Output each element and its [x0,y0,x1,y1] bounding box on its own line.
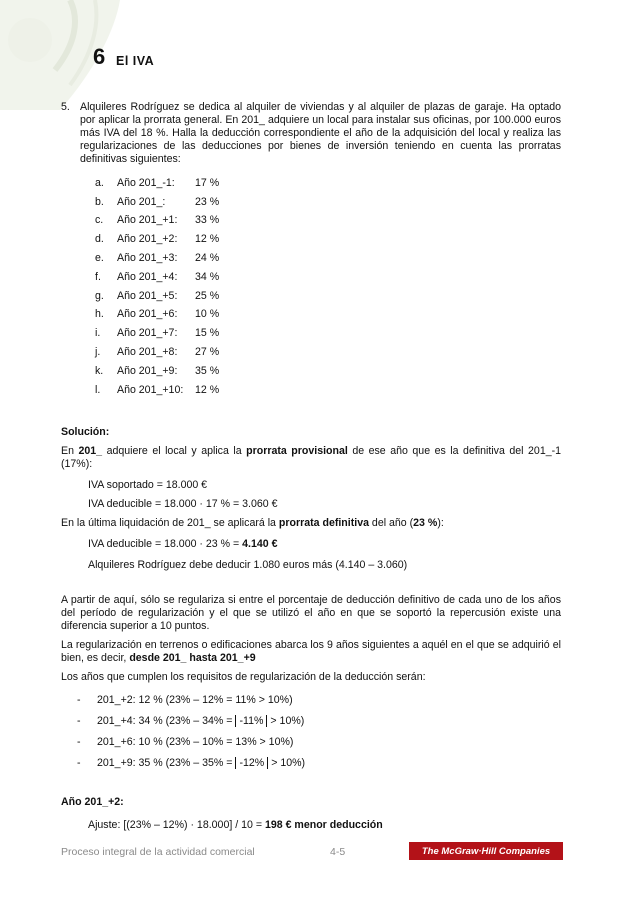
iva-deducible-line-1: IVA deducible = 18.000 · 17 % = 3.060 € [88,497,278,510]
item-abs-value: -11% [239,714,264,727]
text-run: En la última liquidación de 201_ se aplicará la [61,516,279,529]
item-percentage: 12 % [195,383,220,396]
text-run: La regularización en terrenos o edificaciones abarca los 9 años siguientes a aquél en el que se adquirió el bien, es decir, [61,638,561,664]
item-letter: e. [95,252,104,265]
list-item [95,287,561,306]
item-year: Año 201_+10: [117,383,184,396]
iva-deducible-line-2 [61,538,561,551]
item-letter: g. [95,289,104,302]
period-paragraph [61,639,561,665]
abs-bar [267,757,268,769]
list-item [95,306,561,325]
ultima-liquidacion-line [61,517,561,530]
list-item [95,362,561,381]
item-year: Año 201_+8: [117,346,178,359]
text-run: IVA deducible = 18.000 · 23 % = [88,537,243,550]
years-paragraph: Los años que cumplen los requisitos de regularización de la deducción serán: [61,670,426,683]
abs-bar [235,715,236,727]
abs-bar [266,715,267,727]
dash-bullet: - [77,735,81,748]
list-item [95,249,561,268]
item-letter: f. [95,270,101,283]
item-year: Año 201_+2: [117,233,178,246]
item-percentage: 34 % [195,270,220,283]
dash-bullet: - [77,756,81,769]
item-abs-value: -12% [239,756,265,769]
item-percentage: 33 % [195,214,220,227]
year-list [95,174,561,400]
item-percentage: 12 % [195,233,220,246]
item-year: Año 201_+4: [117,270,178,283]
list-item [95,212,561,231]
list-item [77,711,561,732]
item-percentage: 15 % [195,327,220,340]
item-year: Año 201_+9: [117,364,178,377]
item-letter: j. [95,346,101,359]
dash-bullet: - [77,693,81,706]
text-run: adquiere el local y aplica la [102,444,247,457]
regularization-paragraph: A partir de aquí, sólo se regulariza si entre el porcentaje de deducción definitivo de cada uno de los años del período de regularización y el que se utilizó el año en que se soportó la repercusión existe una diferencia superior a 10 puntos. [61,593,561,632]
item-year: Año 201_-1: [117,176,175,189]
exercise-number: 5. [61,101,70,113]
text-run-bold: 4.140 € [242,537,278,550]
item-year: Año 201_: [117,195,166,208]
page-number: 4-5 [330,846,346,858]
publisher-logo: The McGraw·Hill Companies [409,842,563,860]
item-letter: i. [95,327,101,340]
list-item [77,732,561,753]
debe-deducir-line: Alquileres Rodríguez debe deducir 1.080 euros más (4.140 – 3.060) [88,558,408,571]
item-letter: l. [95,383,101,396]
text-run-bold: desde 201_ hasta 201_+9 [129,651,256,664]
text-run: de ese año que es la definitiva del 201_-1 (17%): [61,444,562,470]
item-percentage: 35 % [195,364,220,377]
exercise-statement: Alquileres Rodríguez se dedica al alquiler de viviendas y al alquiler de plazas de garaje. Ha optado por aplicar la prorrata general. En 201_ adquiere un local para instalar sus oficinas, por 100.000 euros más IVA del 18 %. Halla la deducción correspondiente el año de la adquisición del local y realiza las regularizaciones de las deducciones por bienes de inversión teniendo en cuenta las prorratas definitivas siguientes: [80,101,561,165]
item-percentage: 17 % [195,176,220,189]
text-run-bold: prorrata provisional [246,444,348,457]
solution-title: Solución: [61,425,110,438]
solution-intro [61,445,561,471]
item-letter: d. [95,233,104,246]
dash-bullet: - [77,714,81,727]
list-item [95,381,561,400]
chapter-number: 6 [93,44,106,69]
list-item [95,324,561,343]
item-text: 201_+9: 35 % (23% – 35% = [97,756,233,769]
item-percentage: 23 % [195,195,220,208]
text-run-bold: 198 € menor deducción [264,818,383,831]
item-year: Año 201_+3: [117,252,178,265]
item-year: Año 201_+6: [117,308,178,321]
list-item [95,343,561,362]
item-year: Año 201_+7: [117,327,178,340]
footer-title: Proceso integral de la actividad comercial [61,846,255,858]
list-item [95,193,561,212]
item-letter: h. [95,308,104,321]
text-run: del año ( [368,516,414,529]
text-run-bold: Año 201_+2: [61,795,124,808]
item-percentage: 24 % [195,252,220,265]
list-item [95,230,561,249]
chapter-title: El IVA [116,54,155,68]
list-item [77,753,561,774]
text-run: En [61,444,79,457]
item-text: > 10%) [270,714,305,727]
list-item [95,174,561,193]
item-year: Año 201_+5: [117,289,178,302]
ajuste-line [61,819,561,832]
item-letter: b. [95,195,104,208]
item-year: Año 201_+1: [117,214,178,227]
item-text: > 10%) [271,756,306,769]
abs-bar [235,757,236,769]
iva-soportado-line: IVA soportado = 18.000 € [88,478,208,491]
item-text: 201_+6: 10 % (23% – 10% = 13% > 10%) [97,735,294,748]
list-item [95,268,561,287]
year2-title [61,796,561,809]
page-content [61,101,561,832]
text-run-bold: prorrata definitiva [278,516,369,529]
regularization-years-list [77,690,561,774]
list-item [77,690,561,711]
exercise [61,101,561,166]
text-run-bold: 23 % [413,516,438,529]
item-percentage: 10 % [195,308,220,321]
item-letter: k. [95,364,104,377]
text-run-bold: 201_ [78,444,103,457]
item-percentage: 25 % [195,289,220,302]
text-run: ): [437,516,444,529]
item-letter: a. [95,176,104,189]
text-run: Ajuste: [(23% – 12%) · 18.000] / 10 = [88,818,265,831]
item-percentage: 27 % [195,346,220,359]
item-text: 201_+4: 34 % (23% – 34% = [97,714,233,727]
item-text: 201_+2: 12 % (23% – 12% = 11% > 10%) [97,693,293,706]
item-letter: c. [95,214,104,227]
